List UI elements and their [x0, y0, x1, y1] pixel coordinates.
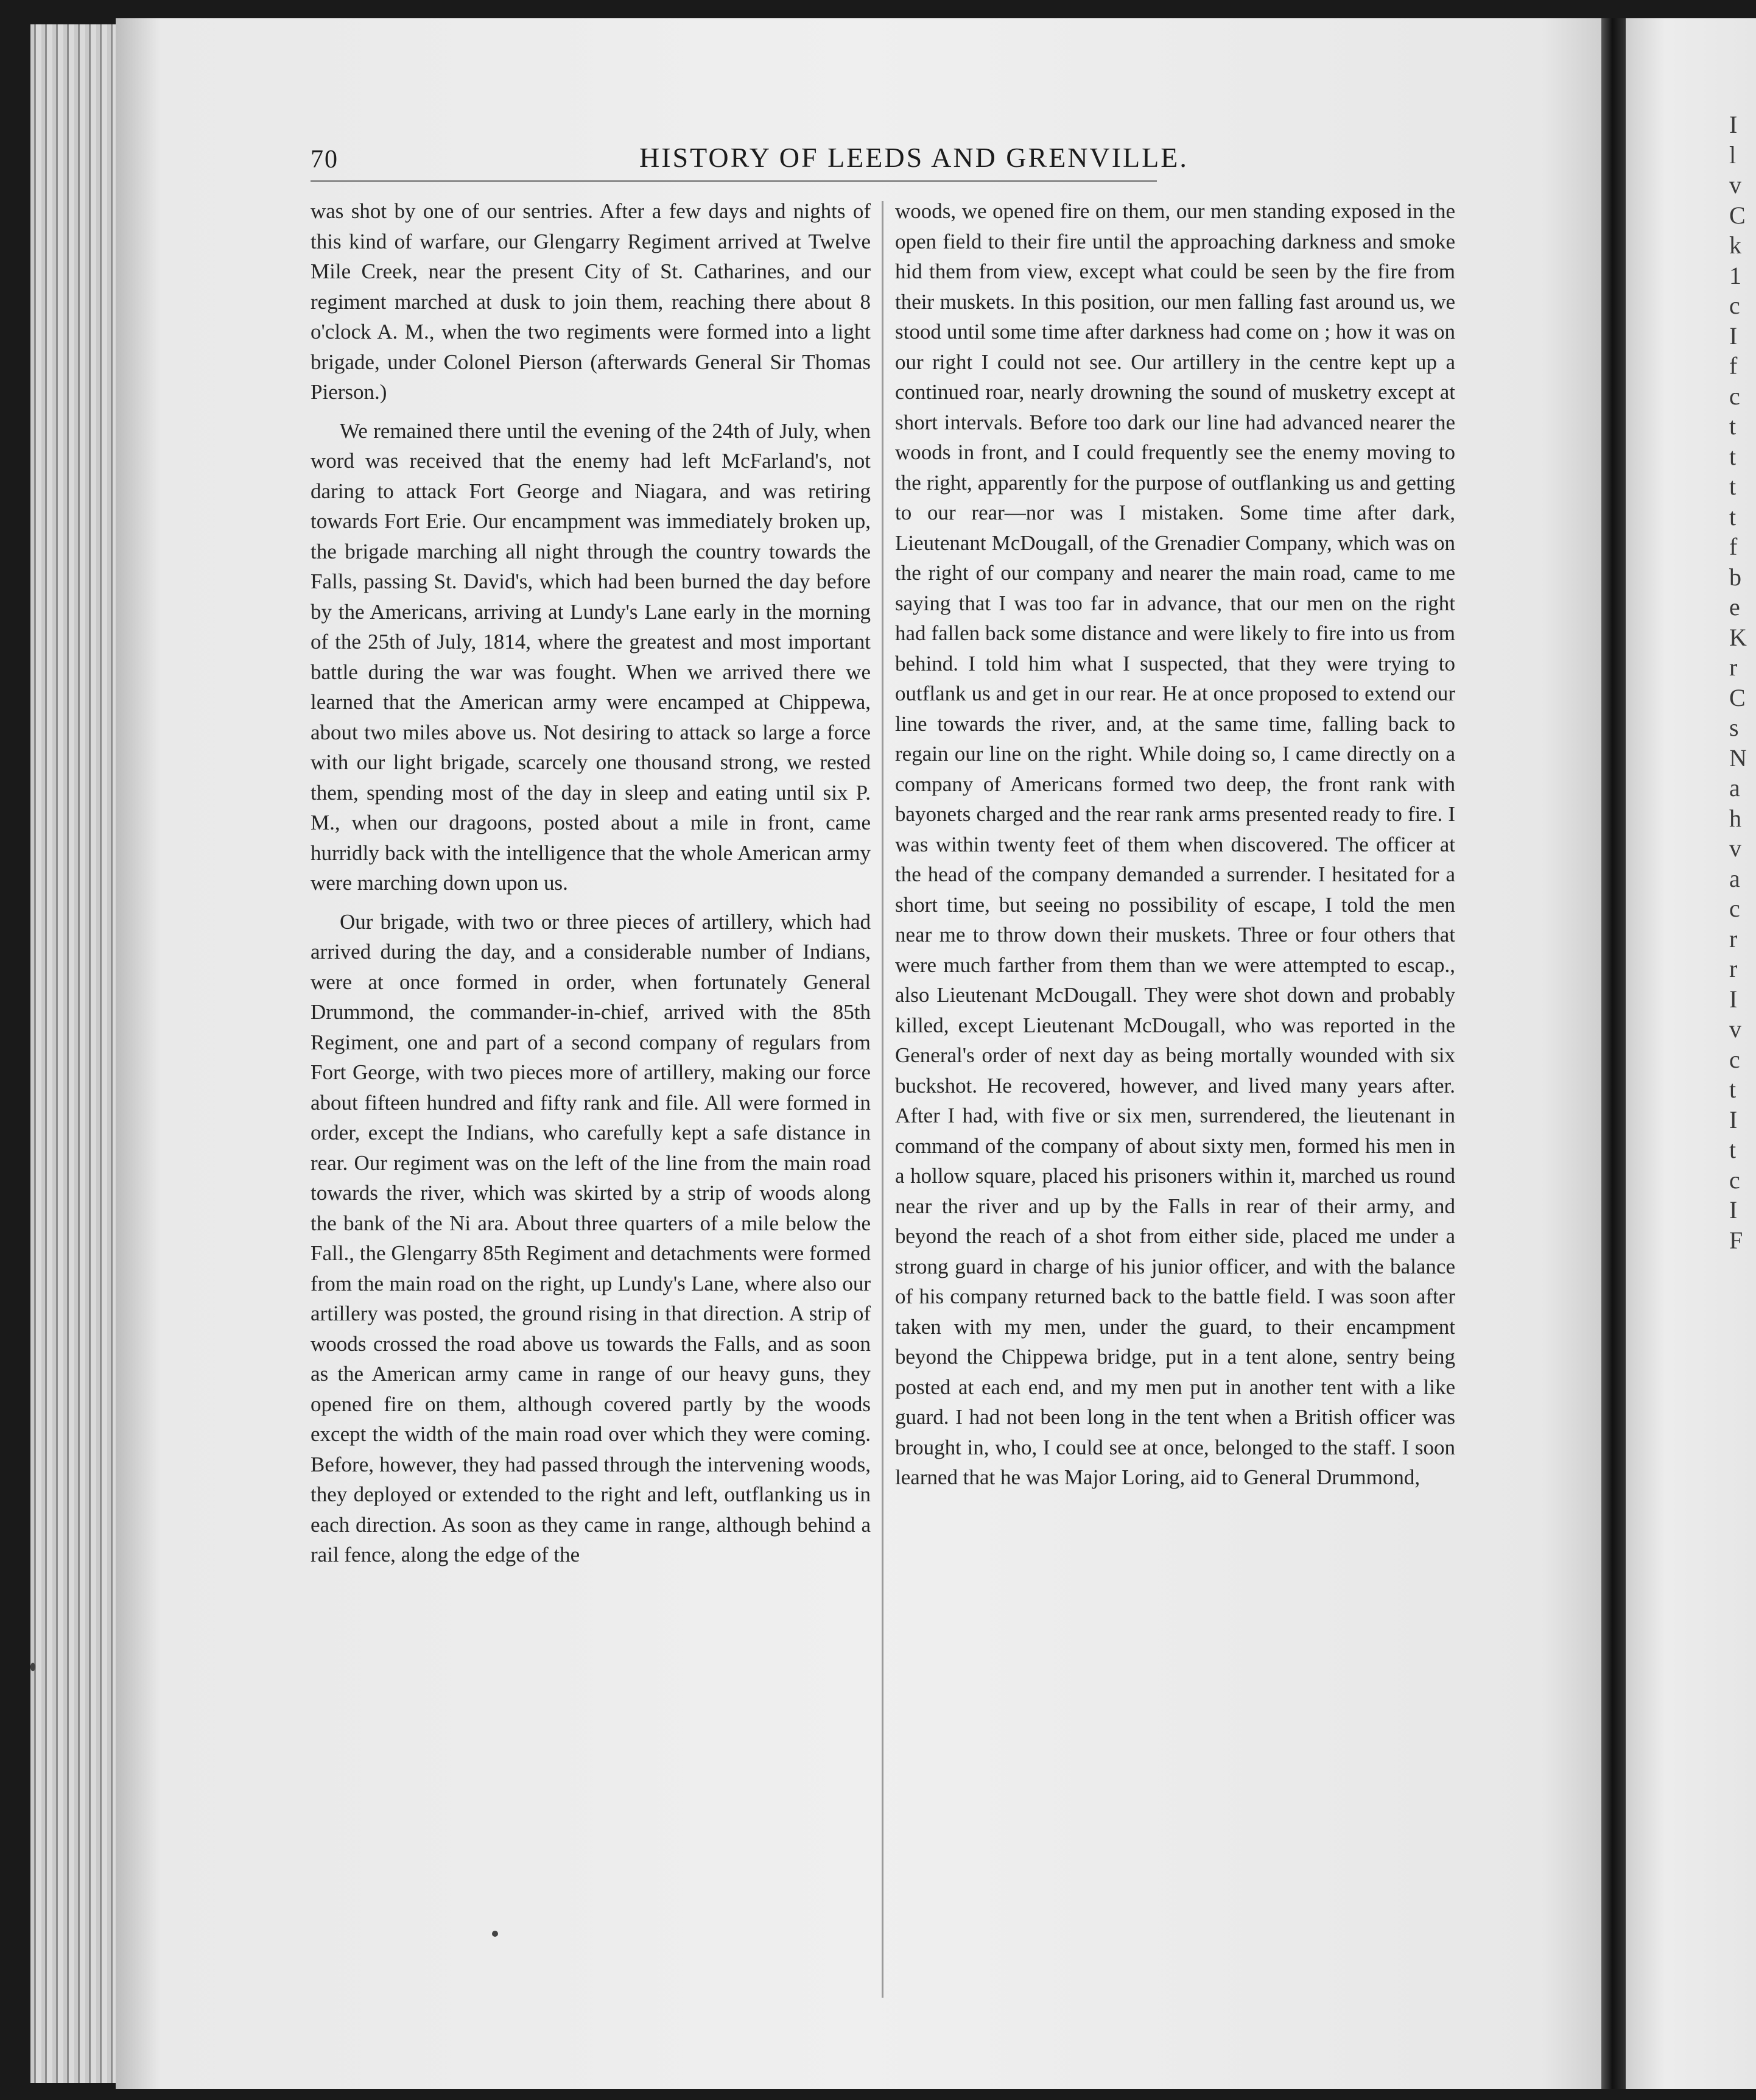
- adjacent-page-letter: t: [1729, 1136, 1737, 1163]
- adjacent-page-letter: t: [1729, 442, 1737, 470]
- adjacent-page-letter: t: [1729, 502, 1737, 530]
- adjacent-page-letter: c: [1729, 1166, 1740, 1194]
- adjacent-page-letter: c: [1729, 292, 1740, 319]
- adjacent-page-letter: l: [1729, 141, 1737, 169]
- running-head: HISTORY OF LEEDS AND GRENVILLE.: [639, 142, 1189, 173]
- left-column: [311, 196, 871, 1975]
- header-rule: [311, 180, 1157, 182]
- adjacent-page-letter: b: [1729, 563, 1741, 591]
- adjacent-page-letter: k: [1729, 231, 1741, 259]
- adjacent-page-letter: a: [1729, 774, 1740, 802]
- paragraph: We remained there until the evening of the 24th of July, when word was received that the enemy had left McFarland's, not daring to attack Fort George and Niagara, and was retiring towards Fort Erie. Our encampment was immediately broken up, the brigade marching all night through the country towards the Falls, passing St. David's, which had been burned the day before by the Americans, arriving at Lundy's Lane early in the morning of the 25th of July, 1814, where the greatest and most important battle during the war was fought. When we arrived there we learned that the American army were encamped at Chippewa, about two miles above us. Not desiring to attack so large a force with our light brigade, scarcely one thousand strong, we rested them, spending most of the day in sleep and eating until six P. M., when our dragoons, posted about a mile in front, came hurridly back with the intelligence that the whole American army were marching down upon us.: [311, 418, 871, 895]
- adjacent-page-letter: 1: [1729, 261, 1741, 289]
- adjacent-page-letter: I: [1729, 111, 1738, 138]
- adjacent-page-letter: s: [1729, 714, 1739, 741]
- ink-speck: [492, 1931, 498, 1937]
- ink-speck: [30, 1663, 35, 1671]
- adjacent-page-letter: r: [1729, 925, 1738, 953]
- stacked-page-edges: [30, 24, 128, 2083]
- right-column: [895, 196, 1455, 1975]
- adjacent-page-letter: K: [1729, 623, 1747, 651]
- column-rule: [882, 201, 883, 1998]
- adjacent-page-letter: I: [1729, 1196, 1738, 1224]
- adjacent-page-letter: h: [1729, 804, 1741, 832]
- adjacent-page-letter: F: [1729, 1226, 1743, 1254]
- adjacent-page-letter: e: [1729, 593, 1740, 621]
- adjacent-page-letter: r: [1729, 654, 1738, 681]
- book-gutter: [1601, 18, 1626, 2089]
- adjacent-page-letter: t: [1729, 473, 1737, 500]
- adjacent-page-letter: f: [1729, 533, 1738, 560]
- paragraph: Our brigade, with two or three pieces of artillery, which had arrived during the day, and a considerable number of Indians, were at once formed in order, when fortunately General Drummond, the commander-in-chief, arrived with the 85th Regiment, one and part of a second company of regulars from Fort George, with two pieces more of artillery, making our force about fifteen hundred and fifty rank and file. All were formed in order, except the Indians, who carefully kept a safe distance in rear. Our regiment was on the left of the line from the main road towards the river, which was skirted by a strip of woods along the bank of the Ni ara. About three quarters of a mile below the Fall., the Glengarry 85th Regiment and detachments were formed from the main road on the right, up Lundy's Lane, where also our artillery was posted, the ground rising in that direction. A strip of woods crossed the road above us towards the Falls, and as soon as the American army came in range of our heavy guns, they opened fire on them, although covered partly by the woods except the width of the main road over which they were coming. Before, however, they had passed through the intervening woods, they deployed or extended to the right and left, outflanking us in each direction. As soon as they came in range, although behind a rail fence, along the edge of the: [311, 909, 871, 1566]
- adjacent-page-letter: C: [1729, 201, 1746, 229]
- adjacent-page-letter: c: [1729, 1045, 1740, 1073]
- adjacent-page-letter: I: [1729, 322, 1738, 350]
- page-header: [311, 141, 1189, 185]
- adjacent-page-letter: v: [1729, 1015, 1741, 1043]
- page-number: 70: [311, 146, 339, 174]
- adjacent-page-letter: N: [1729, 744, 1747, 772]
- adjacent-page-letter: r: [1729, 955, 1738, 982]
- adjacent-page-letter: f: [1729, 352, 1738, 379]
- adjacent-page-letter: t: [1729, 1076, 1737, 1103]
- paragraph: woods, we opened fire on them, our men standing exposed in the open field to their fire until the approaching darkness and smoke hid them from view, except what could be seen by the fire from their muskets. In this position, our men falling fast around us, we stood until some time after darkness had come on ; how it was on our right I could not see. Our artillery in the centre kept up a continued roar, nearly drowning the sound of musketry except at short intervals. Before too dark our line had advanced nearer the woods in front, and I could frequently see the enemy moving to the right, apparently for the purpose of outflanking us and getting to our rear—nor was I mistaken. Some time after dark, Lieutenant McDougall, of the Grenadier Company, which was on the right of our company and nearer the main road, came to me saying that I was too far in advance, that our men on the right had fallen back some distance and were likely to fire into us from behind. I told him what I suspected, that they were trying to outflank us and get in our rear. He at once proposed to extend our line towards the river, and, at the same time, falling back to regain our line on the right. While doing so, I came directly on a company of Americans formed two deep, the front rank with bayonets charged and the rear rank arms presented ready to fire. I was within twenty feet of them when discovered. The officer at the head of the company demanded a surrender. I hesitated for a short time, but seeing no possibility of escape, I told the men near me to throw down their muskets. Three or four others that were much farther from them than we were attempted to escap., also Lieutenant McDougall. They were shot down and probably killed, except Lieutenant McDougall, who was reported in the General's order of next day as being mortally wounded with six buckshot. He recovered, however, and lived many years after. After I had, with five or six men, surrendered, the lieutenant in command of the company of about sixty men, formed his men in a hollow square, placed his prisoners within it, marched us round near the river and up by the Falls in rear of their army, and beyond the reach of a shot from either side, placed me under a strong guard in charge of his junior officer, and with the balance of his company returned back to the battle field. I was soon after taken with my men, under the guard, to their encampment beyond the Chippewa bridge, put in a tent alone, sentry being posted at each end, and my men put in another tent with a like guard. I had not been long in the tent when a British officer was brought in, who, I could see at once, belonged to the staff. I soon learned that he was Major Loring, aid to General Drummond,: [895, 199, 1455, 1489]
- adjacent-page-letter: v: [1729, 834, 1741, 862]
- adjacent-page-letter: c: [1729, 895, 1740, 922]
- adjacent-page-letter: t: [1729, 412, 1737, 440]
- adjacent-page-letter: I: [1729, 985, 1738, 1013]
- adjacent-page-letter: I: [1729, 1105, 1738, 1133]
- adjacent-page-letter: v: [1729, 171, 1741, 199]
- paragraph: was shot by one of our sentries. After a few days and nights of this kind of warfare, our Glengarry Regiment arrived at Twelve Mile Creek, near the present City of St. Catharines, and our regiment marched at dusk to join them, reaching there about 8 o'clock A. M., when the two regiments were formed into a light brigade, under Colonel Pierson (afterwards General Sir Thomas Pierson.): [311, 199, 871, 404]
- adjacent-page-text: [1729, 110, 1756, 1632]
- adjacent-page-letter: c: [1729, 382, 1740, 410]
- adjacent-page-letter: a: [1729, 864, 1740, 892]
- adjacent-page-letter: C: [1729, 683, 1746, 711]
